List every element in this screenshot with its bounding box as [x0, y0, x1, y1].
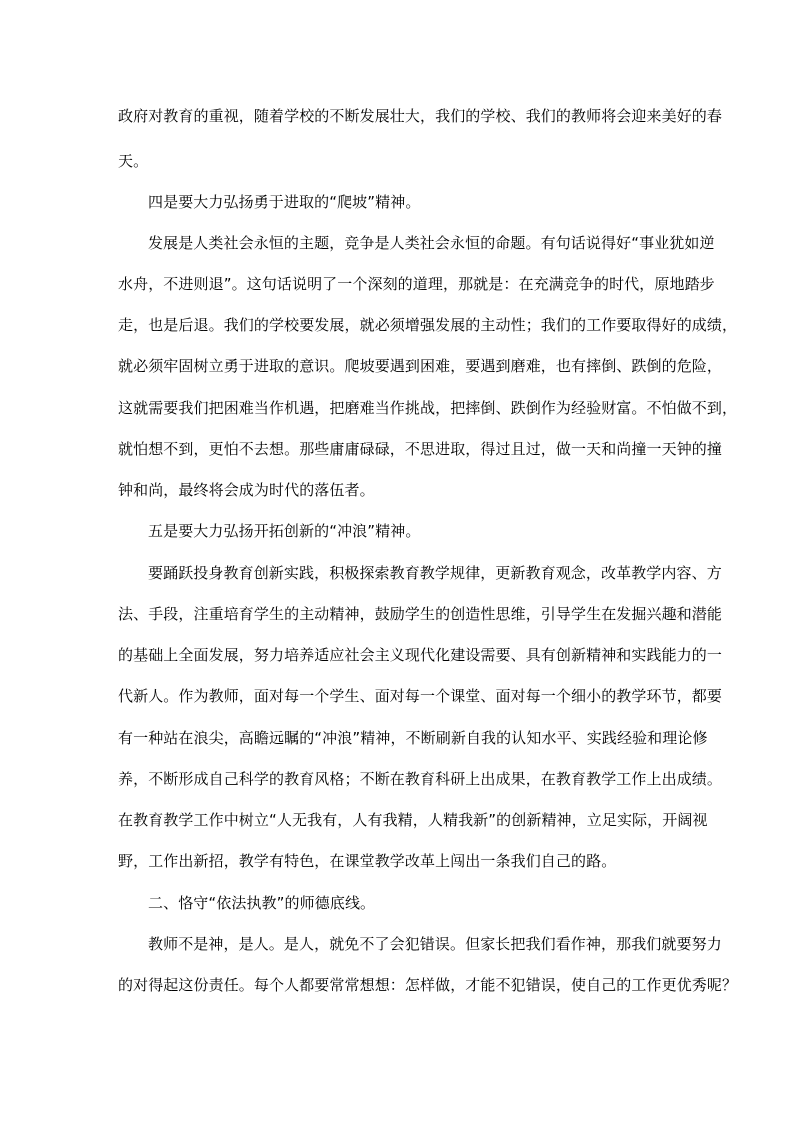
text-line: 政府对教育的重视，随着学校的不断发展壮大，我们的学校、我们的教师将会迎来美好的春 [118, 107, 723, 125]
text-line: 的对得起这份责任。每个人都要常常想想：怎样做，才能不犯错误，使自己的工作更优秀呢？ [118, 976, 738, 994]
text-line: 天。 [118, 152, 149, 170]
paragraph-start-line: 要踊跃投身教育创新实践，积极探索教育教学规律，更新教育观念，改革教学内容、方 [148, 564, 722, 582]
text-line: 野，工作出新招，教学有特色，在课堂教学改革上闯出一条我们自己的路。 [118, 852, 617, 870]
section-heading: 四是要大力弘扬勇于进取的“爬坡”精神。 [148, 193, 421, 211]
text-line: 这就需要我们把困难当作机遇，把磨难当作挑战，把摔倒、跌倒作为经验财富。不怕做不到， [118, 399, 738, 417]
paragraph-start-line: 发展是人类社会永恒的主题，竞争是人类社会永恒的命题。有句话说得好“事业犹如逆 [148, 234, 715, 252]
text-line: 有一种站在浪尖，高瞻远瞩的“冲浪”精神，不断刷新自我的认知水平、实践经验和理论修 [118, 729, 708, 747]
text-line: 就必须牢固树立勇于进取的意识。爬坡要遇到困难，要遇到磨难，也有摔倒、跌倒的危险， [118, 357, 723, 375]
text-line: 就怕想不到，更怕不去想。那些庸庸碌碌，不思进取，得过且过，做一天和尚撞一天钟的撞 [118, 440, 723, 458]
text-line: 法、手段，注重培育学生的主动精神，鼓励学生的创造性思维，引导学生在发掘兴趣和潜能 [118, 605, 723, 623]
text-line: 钟和尚，最终将会成为时代的落伍者。 [118, 481, 375, 499]
section-heading: 五是要大力弘扬开拓创新的“冲浪”精神。 [148, 522, 421, 540]
text-line: 走，也是后退。我们的学校要发展，就必须增强发展的主动性；我们的工作要取得好的成绩， [118, 316, 738, 334]
section-heading: 二、恪守“依法执教”的师德底线。 [148, 894, 376, 912]
text-line: 水舟，不进则退”。这句话说明了一个深刻的道理，那就是：在充满竞争的时代，原地踏步 [118, 275, 715, 293]
text-line: 养，不断形成自己科学的教育风格；不断在教育科研上出成果，在教育教学工作上出成绩。 [118, 770, 723, 788]
text-line: 在教育教学工作中树立“人无我有，人有我精，人精我新”的创新精神，立足实际，开阔视 [118, 811, 708, 829]
text-line: 代新人。作为教师，面对每一个学生、面对每一个课堂、面对每一个细小的教学环节，都要 [118, 687, 723, 705]
paragraph-start-line: 教师不是神，是人。是人，就免不了会犯错误。但家长把我们看作神，那我们就要努力 [148, 935, 722, 953]
text-line: 的基础上全面发展，努力培养适应社会主义现代化建设需要、具有创新精神和实践能力的一 [118, 646, 723, 664]
